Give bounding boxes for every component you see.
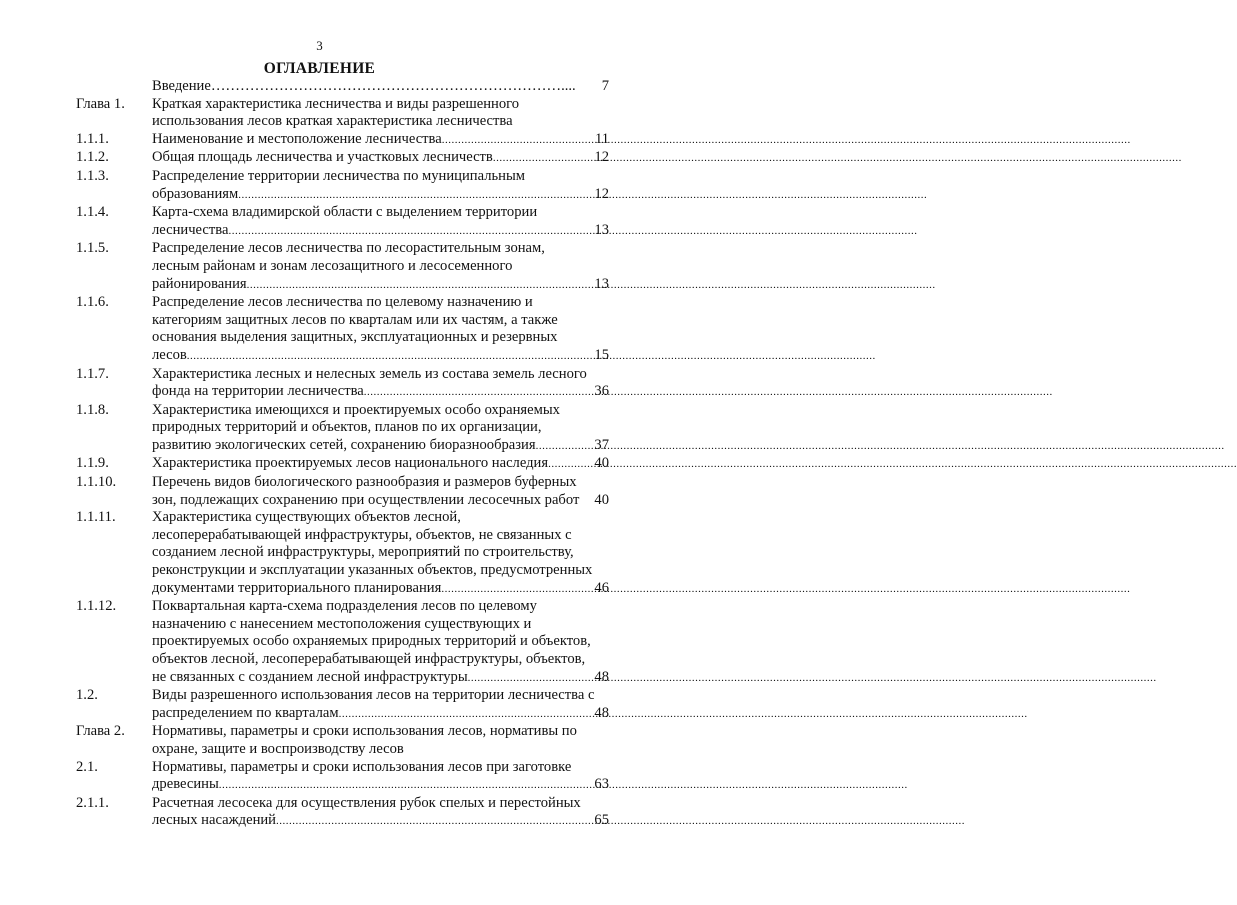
toc-entry-number: 2.1.: [76, 758, 98, 775]
toc-page-number: 48: [594, 704, 609, 721]
toc-entry-number: Глава 2.: [76, 723, 125, 740]
toc-entry-last-line: [152, 78, 609, 96]
toc-dot-leader: [276, 813, 593, 831]
toc-page-number: 15: [594, 346, 609, 363]
toc-entry-text: объектов лесной, лесоперерабатывающей инфраструктуры, объектов,: [152, 651, 586, 667]
toc-dot-leader: [364, 384, 594, 402]
toc-entry: [76, 294, 609, 365]
page-number: 3: [316, 38, 323, 53]
table-of-contents: [76, 78, 609, 831]
toc-entry-text: категориям защитных лесов по кварталам или их частям, а также: [152, 311, 558, 328]
toc-dot-leader: [442, 132, 594, 150]
toc-entry-body: [152, 168, 609, 204]
toc-entry-text: лесоперерабатывающей инфраструктуры, объектов, не связанных с: [152, 526, 572, 543]
toc-dot-leader: [493, 150, 594, 168]
toc-dot-leader: [468, 670, 594, 688]
toc-entry-last-line: [152, 276, 609, 295]
toc-entry: [76, 78, 609, 96]
toc-entry-last-line: [152, 347, 609, 366]
toc-entry: [76, 474, 609, 509]
toc-entry-text: Нормативы, параметры и сроки использования лесов при заготовке: [152, 758, 572, 775]
toc-entry: [76, 723, 609, 758]
toc-entry-text: Введение………………………………………………………………....: [152, 78, 576, 94]
toc-entry-body: [152, 402, 609, 456]
toc-entry-text: Нормативы, параметры и сроки использования лесов, нормативы по: [152, 723, 577, 740]
toc-entry-number: 1.1.1.: [76, 130, 109, 147]
toc-page-number: 13: [594, 221, 609, 238]
toc-entry-text: Характеристика имеющихся и проектируемых особо охраняемых: [152, 401, 560, 418]
toc-page-number: 46: [594, 579, 609, 596]
toc-title: ОГЛАВЛЕНИЕ: [263, 60, 376, 77]
toc-entry-text: созданием лесной инфраструктуры, мероприятий по строительству,: [152, 544, 574, 561]
toc-entry-body: [152, 294, 609, 365]
toc-entry-text: назначению с нанесением местоположения существующих и: [152, 615, 532, 632]
toc-dot-leader: [238, 187, 593, 205]
toc-entry: [76, 366, 609, 402]
toc-entry-last-line: [152, 705, 609, 724]
toc-dot-leader: [339, 706, 594, 724]
toc-entry-last-line: [152, 455, 609, 474]
toc-entry-text: охране, защите и воспроизводству лесов: [152, 740, 404, 757]
toc-entry-text: районирования: [152, 275, 247, 292]
toc-entry-text: Распределение территории лесничества по муниципальным: [152, 167, 525, 184]
toc-entry-text: природных территорий и объектов, планов по их организации,: [152, 419, 542, 436]
toc-page-number: 48: [594, 668, 609, 685]
toc-entry-text: лесным районам и зонам лесозащитного и лесосеменного: [152, 257, 513, 274]
toc-entry-text: основания выделения защитных, эксплуатационных и резервных: [152, 329, 558, 346]
toc-entry-text: Краткая характеристика лесничества и виды разрешенного: [152, 95, 520, 112]
toc-entry: [76, 168, 609, 204]
toc-page-number: 40: [594, 491, 609, 508]
toc-entry: [76, 204, 609, 240]
toc-entry-number: 1.1.12.: [76, 598, 117, 615]
toc-entry-number: 1.2.: [76, 687, 98, 704]
toc-entry: [76, 131, 609, 150]
toc-entry-last-line: [152, 186, 609, 205]
toc-entry-body: [152, 78, 609, 96]
toc-entry-last-line: [152, 669, 609, 688]
toc-entry-text: Характеристика проектируемых лесов национального наследия: [152, 455, 549, 472]
toc-entry-last-line: [152, 222, 609, 241]
toc-entry-number: 1.1.2.: [76, 149, 109, 166]
toc-dot-leader: [228, 223, 593, 241]
toc-entry-body: [152, 795, 609, 831]
toc-dot-leader: [247, 277, 594, 295]
toc-entry-body: [152, 149, 609, 168]
toc-entry-text: Виды разрешенного использования лесов на территории лесничества с: [152, 687, 595, 704]
toc-entry-body: [152, 96, 609, 131]
toc-entry: [76, 402, 609, 456]
toc-entry-number: 1.1.10.: [76, 474, 117, 491]
toc-entry-text: фонда на территории лесничества: [152, 383, 364, 400]
toc-entry-body: [152, 759, 609, 795]
toc-entry-last-line: [152, 580, 609, 599]
toc-entry-number: 1.1.3.: [76, 167, 109, 184]
toc-entry-last-line: [152, 383, 609, 402]
toc-entry-text: образованиям: [152, 185, 239, 202]
toc-entry-text: лесов: [152, 346, 187, 363]
toc-entry-number: 1.1.8.: [76, 401, 109, 418]
toc-page-number: 12: [594, 185, 609, 202]
toc-entry-last-line: [152, 131, 609, 150]
toc-entry-text: Перечень видов биологического разнообразия и размеров буферных: [152, 474, 577, 491]
toc-entry-body: [152, 366, 609, 402]
toc-entry-text: не связанных с созданием лесной инфраструктуры: [152, 668, 468, 685]
toc-entry-number: 1.1.9.: [76, 455, 109, 472]
toc-entry-text: Характеристика лесных и нелесных земель из состава земель лесного: [152, 365, 587, 382]
toc-entry-text: Общая площадь лесничества и участковых лесничеств: [152, 149, 493, 166]
toc-page-number: 36: [594, 383, 609, 400]
toc-entry-text: реконструкции и эксплуатации указанных объектов, предусмотренных: [152, 562, 593, 579]
toc-entry: [76, 455, 609, 474]
toc-entry-number: 1.1.6.: [76, 294, 109, 311]
toc-entry-text: лесничества: [152, 221, 229, 238]
toc-entry-text: развитию экологических сетей, сохранению биоразнообразия: [152, 436, 536, 453]
toc-entry-last-line: [152, 812, 609, 831]
toc-entry-text: проектируемых особо охраняемых природных территорий и объектов,: [152, 633, 591, 650]
toc-entry-text: Распределение лесов лесничества по целевому назначению и: [152, 294, 533, 311]
toc-entry-body: [152, 723, 609, 758]
toc-entry-body: [152, 474, 609, 509]
toc-page-number: 40: [594, 455, 609, 472]
toc-page-number: 7: [601, 78, 609, 94]
toc-dot-leader: [441, 581, 593, 599]
toc-entry: [76, 96, 609, 131]
toc-page-number: 63: [594, 776, 609, 793]
toc-page-number: 37: [594, 436, 609, 453]
toc-entry-body: [152, 598, 609, 687]
toc-entry-text: использования лесов краткая характеристика лесничества: [152, 113, 513, 130]
toc-entry-body: [152, 131, 609, 150]
toc-page-number: 65: [594, 812, 609, 829]
toc-page-number: 12: [594, 149, 609, 166]
toc-entry: [76, 759, 609, 795]
toc-page-number: 11: [594, 130, 609, 147]
toc-entry-text: Карта-схема владимирской области с выделением территории: [152, 204, 538, 221]
toc-page-number: 13: [594, 275, 609, 292]
toc-entry-body: [152, 509, 609, 598]
toc-entry-number: 1.1.4.: [76, 204, 109, 221]
toc-entry-number: 1.1.5.: [76, 240, 109, 257]
toc-entry-text: древесины: [152, 776, 219, 793]
toc-entry: [76, 149, 609, 168]
toc-entry-number: 1.1.11.: [76, 509, 116, 526]
toc-entry: [76, 240, 609, 294]
toc-dot-leader: [548, 456, 593, 474]
toc-entry-text: Характеристика существующих объектов лесной,: [152, 509, 461, 526]
toc-entry-text: распределением по кварталам: [152, 704, 339, 721]
toc-entry-body: [152, 204, 609, 240]
toc-entry-text: Расчетная лесосека для осуществления рубок спелых и перестойных: [152, 794, 581, 811]
toc-entry: [76, 509, 609, 598]
toc-dot-leader: [187, 348, 594, 366]
toc-entry-number: 2.1.1.: [76, 794, 109, 811]
toc-entry-body: [152, 240, 609, 294]
toc-entry-number: 1.1.7.: [76, 365, 109, 382]
toc-entry-text: зон, подлежащих сохранению при осуществлении лесосечных работ: [152, 491, 580, 508]
toc-entry-number: Глава 1.: [76, 95, 125, 112]
toc-entry: [76, 795, 609, 831]
toc-entry: [76, 687, 609, 723]
toc-entry: [76, 598, 609, 687]
toc-entry-body: [152, 455, 609, 474]
toc-entry-last-line: [152, 437, 609, 456]
toc-entry-last-line: [152, 492, 609, 510]
toc-entry-text: Распределение лесов лесничества по лесорастительным зонам,: [152, 240, 545, 257]
toc-dot-leader: [536, 438, 594, 456]
toc-entry-body: [152, 687, 609, 723]
toc-dot-leader: [219, 777, 594, 795]
toc-entry-last-line: [152, 149, 609, 168]
toc-entry-text: документами территориального планирования: [152, 579, 442, 596]
toc-entry-last-line: [152, 776, 609, 795]
toc-entry-text: лесных насаждений: [152, 812, 276, 829]
toc-entry-text: Поквартальная карта-схема подразделения лесов по целевому: [152, 598, 537, 615]
toc-entry-text: Наименование и местоположение лесничества: [152, 130, 442, 147]
